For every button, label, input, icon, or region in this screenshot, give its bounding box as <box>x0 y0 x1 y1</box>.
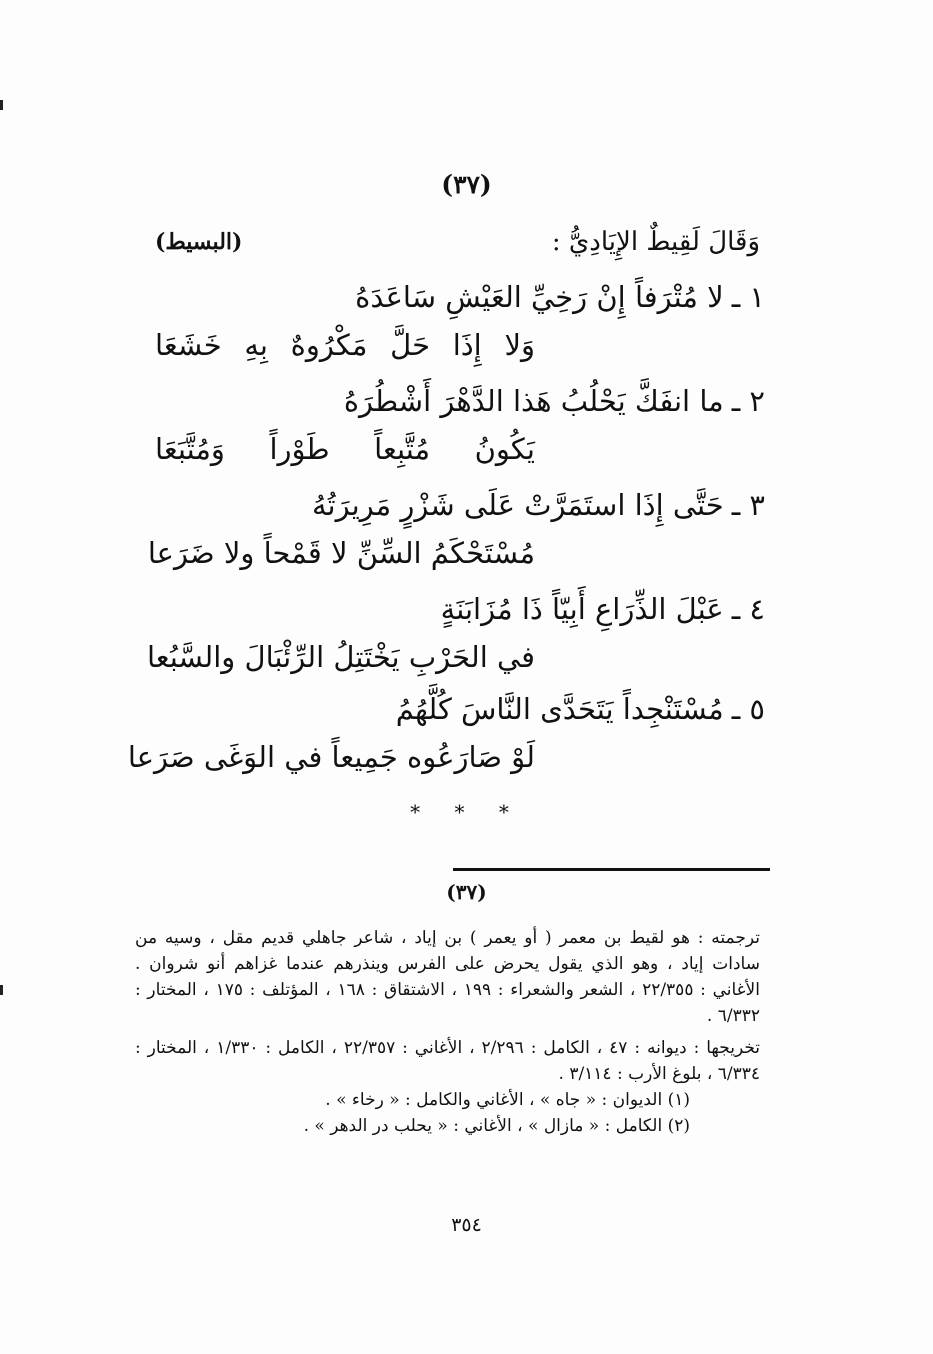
poem-header <box>155 222 760 262</box>
verse-number: ١ ـ <box>731 280 765 314</box>
scan-edge-mark <box>0 985 3 995</box>
note-sources: تخريجها : ديوانه : ٤٧ ، الكامل : ٢/٢٩٦ ، الأغاني : ٢٢/٣٥٧ ، الكامل : ١/٣٣٠ ، المختار : ٦/٣٣٤ ، بلوغ الأرب : ٣/١١٤ . <box>135 1038 761 1084</box>
verse-number: ٢ ـ <box>731 384 765 418</box>
verse-first-hemistich <box>205 384 765 418</box>
page-number: ٣٥٤ <box>451 1214 482 1236</box>
verse-first-hemistich <box>205 488 765 522</box>
verse-second-hemistich: يَكُونُ مُتَّبِعاً طَوْراً وَمُتَّبَعَا <box>155 432 535 466</box>
verse-4 <box>146 592 765 702</box>
verse-first-hemistich <box>205 280 765 314</box>
verse-first-hemistich-text: لا مُتْرَفاً إِنْ رَخِيِّ العَيْشِ سَاعَدَهُ <box>355 280 724 314</box>
verse-second-hemistich: لَوْ صَارَعُوه جَمِيعاً في الوَغَى صَرَعا <box>127 740 535 774</box>
section-ornament: * * * <box>410 800 523 824</box>
verse-first-hemistich-text: ما انفَكَّ يَحْلُبُ هَذا الدَّهْرَ أَشْطُرَهُ <box>343 384 724 418</box>
verse-second-hemistich: وَلا إِذَا حَلَّ مَكْرُوهٌ بِهِ خَشَعَا <box>155 328 535 362</box>
verse-first-hemistich-text: حَتَّى إِذَا استَمَرَّتْ عَلَى شَزْرٍ مَرِيرَتُهُ <box>311 488 724 522</box>
verse-number: ٥ ـ <box>731 692 765 726</box>
verse-first-hemistich-text: مُسْتَنْجِداً يَتَحَدَّى النَّاسَ كُلَّهُمُ <box>395 692 724 726</box>
verse-2 <box>155 384 765 494</box>
poem-meter: (البسيط) <box>155 229 243 255</box>
verse-first-hemistich-text: عَبْلَ الذِّرَاعِ أَبِيّاً ذَا مُزَابَنَةٍ <box>440 592 724 626</box>
footnote-1: (١) الديوان : « جاه » ، الأغاني والكامل : « رخاء » . <box>325 1090 690 1110</box>
footnotes <box>135 925 760 1139</box>
scan-edge-mark <box>0 100 3 110</box>
verse-5 <box>127 692 765 802</box>
verse-3 <box>147 488 765 598</box>
poem-intro: وَقَالَ لَقِيطٌ الإِيَادِيُّ : <box>551 227 760 257</box>
verse-number: ٤ ـ <box>731 592 765 626</box>
footnote-divider <box>453 868 770 871</box>
verse-second-hemistich: في الحَرْبِ يَخْتَتِلُ الرِّئْبَالَ والسَّبُعا <box>146 640 535 674</box>
poem-number: (٣٧) <box>441 170 492 199</box>
verse-number: ٣ ـ <box>731 488 765 522</box>
footnote-2: (٢) الكامل : « مازال » ، الأغاني : « يحلب در الدهر » . <box>303 1116 690 1136</box>
verse-second-hemistich: مُسْتَحْكَمُ السِّنِّ لا قَمْحاً ولا ضَرَعا <box>147 536 535 570</box>
verse-1 <box>155 280 765 390</box>
note-biography: ترجمته : هو لقيط بن معمر ( أو يعمر ) بن إياد ، شاعر جاهلي قديم مقل ، وسيه من سادات إياد ، وهو الذي يقول يحرض على الفرس وينذرهم عندما غزاهم أنو شروان . الأغاني : ٢٢/٣٥٥ ، الشعر والشعراء : ١٩٩ ، الاشتقاق : ١٦٨ ، المؤتلف : ١٧٥ ، المختار : ٦/٣٣٢ . <box>135 928 760 1026</box>
verse-first-hemistich <box>205 592 765 626</box>
verse-first-hemistich <box>205 692 765 726</box>
note-number: (٣٧) <box>446 880 487 904</box>
